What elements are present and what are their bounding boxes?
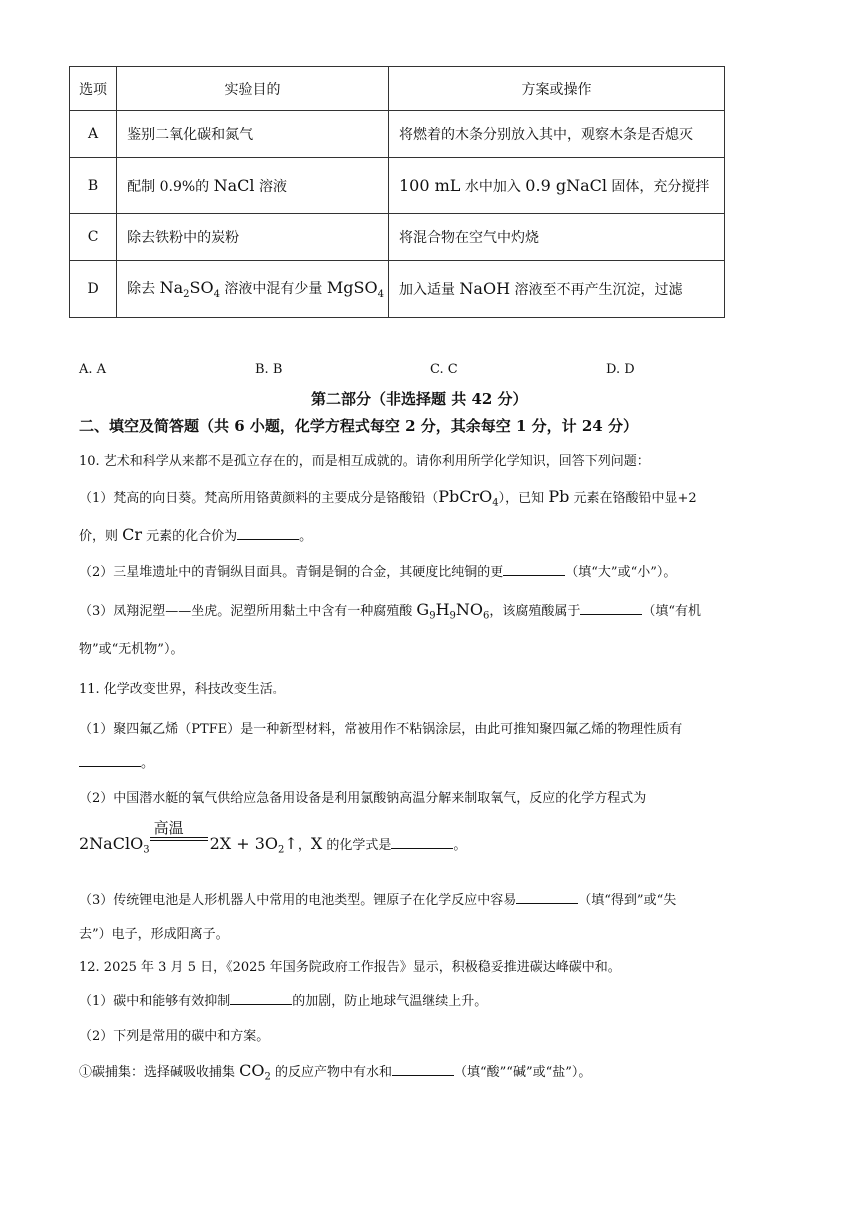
q11-part1-line2: 。 [79,752,154,771]
q12-part2: （2）下列是常用的碳中和方案。 [79,1029,270,1044]
chemical-equation: 2NaClO$_3$ 高温 $2X + 3O_2↑$，X 的化学式是 。 [79,819,467,856]
row-option: A [70,111,117,158]
row-option: D [70,261,117,318]
table-row [70,111,725,158]
row-method: 加入适量 NaOH 溶液至不再产生沉淀，过滤 [388,261,724,318]
section2-title: 二、填空及简答题（共 6 小题，化学方程式每空 2 分，其余每空 1 分，计 24 分） [79,417,638,435]
reaction-condition: 高温 [150,835,210,849]
answer-blank[interactable] [392,1063,454,1076]
q12-part3: ①碳捕集：选择碱吸收捕集 $CO_2$ 的反应产物中有水和 （填“酸”“碱”或“盐”）。 [79,1061,592,1083]
table-header-row [70,67,725,111]
q11-part1-line1: （1）聚四氟乙烯（PTFE）是一种新型材料，常被用作不粘锅涂层，由此可推知聚四氟乙烯的物理性质有 [79,722,683,737]
q11-part2-line1: （2）中国潜水艇的氧气供给应急备用设备是利用氯酸钠高温分解来制取氧气，反应的化学方程式为 [79,791,647,806]
answer-blank[interactable] [503,563,565,576]
row-option: C [70,214,117,261]
header-method: 方案或操作 [388,67,724,111]
row-method: 将燃着的木条分别放入其中，观察木条是否熄灭 [388,111,724,158]
answer-blank[interactable] [391,836,453,849]
row-purpose: 除去 $Na_2SO_4$ 溶液中混有少量 MgSO$_4$ [117,261,389,318]
q11-stem: 11. 化学改变世界，科技改变生活。 [79,682,283,697]
table-row [70,158,725,214]
row-purpose: 配制 0.9%的 NaCl 溶液 [117,158,389,214]
q10-part3-line2: 物”或“无机物”）。 [79,642,184,657]
q11-part3-line1: （3）传统锂电池是人形机器人中常用的电池类型。锂原子在化学反应中容易 （填“得到”或“失 [79,893,677,908]
table-row [70,261,725,318]
answer-blank[interactable] [230,992,292,1005]
row-purpose: 鉴别二氧化碳和氮气 [117,111,389,158]
q10-part1-line2: 价，则 Cr 元素的化合价为 。 [79,525,313,544]
row-option: B [70,158,117,214]
q10-part1-line1: （1）梵高的向日葵。梵高所用铬黄颜料的主要成分是铬酸铅（PbCrO$_4$），已知 Pb 元素在铬酸铅中显+2 [79,487,697,509]
part2-title: 第二部分（非选择题 共 42 分） [311,390,528,408]
header-option: 选项 [70,67,117,111]
experiment-table [69,66,725,318]
q12-stem: 12. 2025 年 3 月 5 日，《2025 年国务院政府工作报告》显示，积极稳妥推进碳达峰碳中和。 [79,960,621,975]
choice-c: C. C [430,362,458,377]
row-method: 将混合物在空气中灼烧 [388,214,724,261]
q12-part1: （1）碳中和能够有效抑制 的加剧，防止地球气温继续上升。 [79,994,488,1009]
row-purpose: 除去铁粉中的炭粉 [117,214,389,261]
choice-a: A. A [79,362,107,377]
answer-blank[interactable] [516,891,578,904]
answer-blank[interactable] [580,602,642,615]
q10-stem: 10. 艺术和科学从来都不是孤立存在的，而是相互成就的。请你利用所学化学知识，回答下列问题： [79,454,650,469]
answer-blank[interactable] [79,754,141,767]
q10-part3-line1: （3）凤翔泥塑——坐虎。泥塑所用黏土中含有一种腐殖酸 $G_9H_9NO_6$，该腐殖酸属于 （填“有机 [79,600,702,622]
q10-part2: （2）三星堆遗址中的青铜纵目面具。青铜是铜的合金，其硬度比纯铜的更 （填“大”或“小”）。 [79,565,677,580]
answer-blank[interactable] [237,527,299,540]
row-method: 100 mL 水中加入 0.9 gNaCl 固体，充分搅拌 [388,158,724,214]
table-row [70,214,725,261]
header-purpose: 实验目的 [117,67,389,111]
q11-part3-line2: 去”）电子，形成阳离子。 [79,927,229,942]
choice-d: D. D [606,362,635,377]
choice-b: B. B [255,362,283,377]
gas-arrow-icon: ↑ [284,834,298,853]
